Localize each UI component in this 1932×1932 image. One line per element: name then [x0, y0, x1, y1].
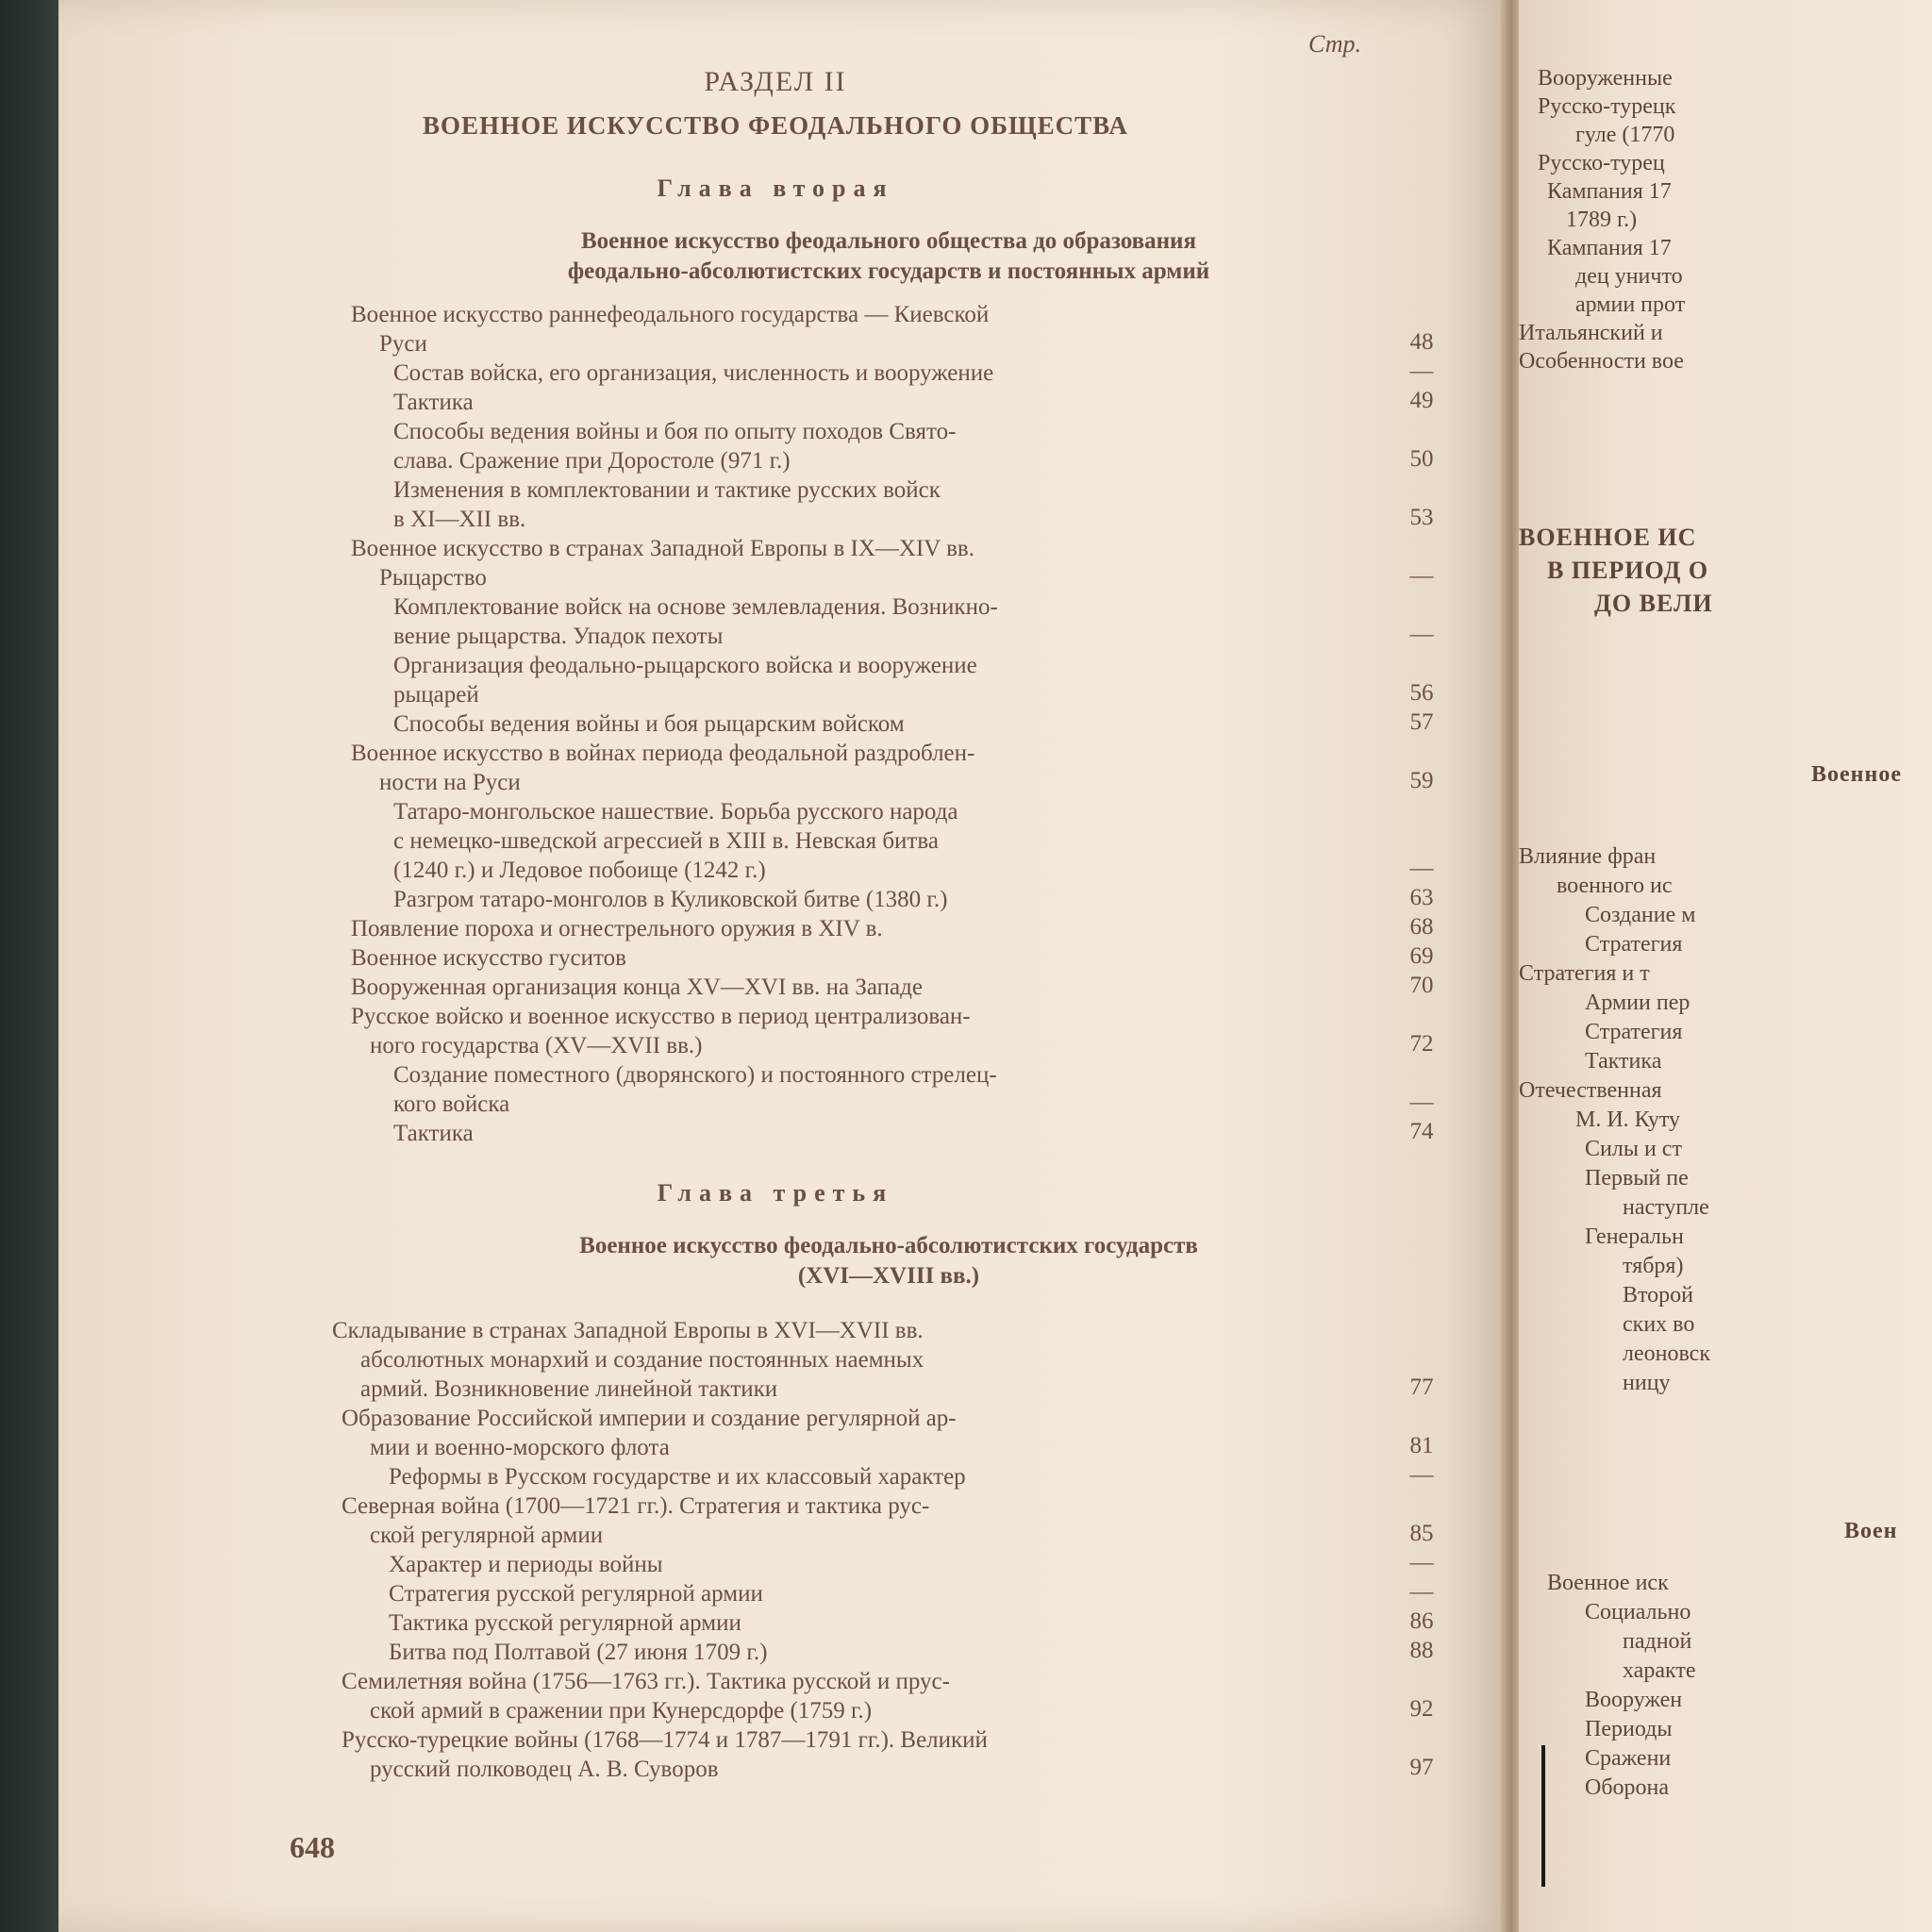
right-text-line: Военное иск	[1547, 1571, 1669, 1595]
toc-entry-text: абсолютных монархий и создание постоянных наемных	[360, 1347, 924, 1373]
right-text-line: падной	[1623, 1629, 1692, 1654]
right-text-line: Периоды	[1585, 1717, 1673, 1741]
toc-entry	[351, 739, 1341, 797]
toc-entry-text: Разгром татаро-монголов в Куликовской битве (1380 г.)	[393, 887, 948, 912]
toc-page-number: 97	[1409, 1755, 1434, 1780]
left-page	[58, 0, 1507, 1932]
right-heading-line: ДО ВЕЛИ	[1594, 590, 1713, 617]
right-text-line: Стратегия	[1585, 932, 1683, 957]
toc-page-number: 63	[1409, 885, 1434, 910]
right-text-line: Армии пер	[1585, 991, 1690, 1015]
toc-entry	[393, 475, 1341, 534]
page-number: 648	[290, 1830, 335, 1864]
toc-page-number: 68	[1409, 914, 1434, 940]
toc-entry	[341, 1725, 1341, 1784]
right-text-line: Тактика	[1585, 1049, 1662, 1074]
right-text-line: леоновск	[1623, 1341, 1710, 1366]
right-text-line: Вооруженные	[1538, 66, 1673, 91]
toc-page-number: —	[1409, 1462, 1434, 1488]
toc-entry	[351, 300, 1341, 358]
toc-entry	[389, 1579, 1341, 1608]
toc-page-number: 70	[1409, 973, 1434, 998]
toc-entry-text: Семилетняя война (1756—1763 гг.). Тактика русской и прус-	[341, 1669, 950, 1694]
toc-page-number: 88	[1409, 1638, 1434, 1663]
chapter3-title-line1: Военное искусство феодально-абсолютистских государств	[579, 1233, 1198, 1258]
right-text-line: Силы и ст	[1585, 1137, 1682, 1161]
page-column-label: Стр.	[1308, 30, 1361, 58]
toc-entry	[393, 358, 1341, 388]
right-text-line: Генеральн	[1585, 1224, 1684, 1249]
toc-page-number: 56	[1409, 680, 1434, 706]
right-text-line: Отечественная	[1519, 1078, 1662, 1103]
toc-entry-text: Организация феодально-рыцарского войска и вооружение	[393, 653, 977, 678]
toc-entry	[332, 1316, 1341, 1404]
toc-entry	[389, 1608, 1341, 1638]
toc-page-number: 85	[1409, 1521, 1434, 1546]
toc-page-number: —	[1409, 1090, 1434, 1115]
toc-entry	[341, 1667, 1341, 1725]
toc-entry-text: Руси	[379, 331, 427, 357]
right-text-line: Первый пе	[1585, 1166, 1689, 1191]
toc-entry-text: Характер и периоды войны	[389, 1552, 663, 1577]
toc-entry-text: Северная война (1700—1721 гг.). Стратегия и тактика рус-	[341, 1493, 930, 1519]
toc-entry	[393, 1119, 1341, 1148]
toc-entry	[351, 943, 1341, 973]
toc-entry	[393, 885, 1341, 914]
right-text-line: гуле (1770	[1575, 123, 1675, 147]
toc-entry-text: Рыцарство	[379, 565, 487, 591]
toc-page-number: 74	[1409, 1119, 1434, 1144]
right-text-line: М. И. Куту	[1575, 1108, 1681, 1132]
toc-entry-text: слава. Сражение при Доростоле (971 г.)	[393, 448, 791, 474]
toc-entry-text: Татаро-монгольское нашествие. Борьба русского народа	[393, 799, 958, 824]
book-cover-edge	[0, 0, 66, 1932]
toc-entry	[351, 914, 1341, 943]
toc-entry-text: Тактика	[393, 1121, 474, 1146]
right-text-line: Стратегия	[1585, 1020, 1683, 1044]
chapter2-title-line1: Военное искусство феодального общества до образования	[581, 228, 1196, 254]
chapter3-label: Глава третья	[657, 1179, 894, 1207]
right-text-line: Социально	[1585, 1600, 1691, 1624]
right-text-line: ницу	[1623, 1371, 1671, 1395]
toc-entry-text: Появление пороха и огнестрельного оружия в XIV в.	[351, 916, 883, 941]
right-text-line: Оборона	[1585, 1775, 1670, 1800]
toc-entry-text: Военное искусство в войнах периода феодальной раздроблен-	[351, 741, 975, 766]
toc-page-number: —	[1409, 856, 1434, 881]
right-text-line: военного ис	[1557, 874, 1673, 898]
toc-entry	[393, 388, 1341, 417]
toc-page-number: 53	[1409, 505, 1434, 530]
toc-page-number: 59	[1409, 768, 1434, 793]
toc-page-number: 50	[1409, 446, 1434, 472]
toc-entry-text: Русско-турецкие войны (1768—1774 и 1787—1791 гг.). Великий	[341, 1727, 988, 1753]
toc-entry	[389, 1638, 1341, 1667]
toc-entry	[341, 1491, 1341, 1550]
right-text-line: армии прот	[1575, 292, 1686, 317]
toc-entry-text: кого войска	[393, 1091, 510, 1117]
toc-entry-text: Стратегия русской регулярной армии	[389, 1581, 763, 1607]
toc-entry-text: Образование Российской империи и создание регулярной ар-	[341, 1406, 957, 1431]
toc-page-number: —	[1409, 563, 1434, 589]
toc-entry-text: армий. Возникновение линейной тактики	[360, 1376, 778, 1402]
right-text-line: дец уничто	[1575, 264, 1683, 289]
toc-page-number: —	[1409, 1550, 1434, 1575]
toc-page-number: 57	[1409, 709, 1434, 735]
toc-entry-text: Комплектование войск на основе землевладения. Возникно-	[393, 594, 998, 620]
chapter3-title	[441, 1231, 1337, 1291]
toc-entry-text: Изменения в комплектовании и тактике русских войск	[393, 477, 941, 503]
right-text-line: Итальянский и	[1519, 321, 1663, 345]
right-text-line: ских во	[1623, 1312, 1695, 1337]
toc-page-number: 48	[1409, 329, 1434, 355]
right-subheading-2: Воен	[1844, 1519, 1898, 1543]
toc-entry	[379, 563, 1341, 592]
right-text-line: тября)	[1623, 1254, 1684, 1278]
toc-entry	[389, 1462, 1341, 1491]
right-text-line: Вооружен	[1585, 1688, 1683, 1712]
toc-entry-text: Тактика русской регулярной армии	[389, 1610, 741, 1636]
right-text-line: наступле	[1623, 1195, 1709, 1220]
toc-page-number: 92	[1409, 1696, 1434, 1722]
toc-entry-text: рыцарей	[393, 682, 479, 708]
toc-page-number: 69	[1409, 943, 1434, 969]
toc-entry-text: Русское войско и военное искусство в период централизован-	[351, 1004, 971, 1029]
toc-page-number: 86	[1409, 1608, 1434, 1634]
chapter2-title	[441, 226, 1337, 287]
right-page	[1519, 0, 1932, 1932]
toc-entry-text: ской армий в сражении при Кунерсдорфе (1759 г.)	[370, 1698, 873, 1724]
right-text-line: Стратегия и т	[1519, 961, 1650, 986]
toc-page-number: 72	[1409, 1031, 1434, 1057]
toc-entry-text: Состав войска, его организация, численность и вооружение	[393, 360, 994, 386]
toc-entry-text: Военное искусство гуситов	[351, 945, 626, 971]
section-label: РАЗДЕЛ II	[704, 66, 847, 97]
toc-entry	[393, 417, 1341, 475]
toc-entry-text: Способы ведения войны и боя по опыту походов Свято-	[393, 419, 957, 444]
toc-entry-text: Вооруженная организация конца XV—XVI вв. на Западе	[351, 974, 923, 1000]
toc-entry-text: Складывание в странах Западной Европы в XVI—XVII вв.	[332, 1318, 924, 1343]
right-text-line: Сражени	[1585, 1746, 1672, 1771]
toc-page-number: 77	[1409, 1374, 1434, 1400]
toc-entry	[393, 592, 1341, 651]
toc-entry-text: Битва под Полтавой (27 июня 1709 г.)	[389, 1640, 768, 1665]
toc-entry-text: ской регулярной армии	[370, 1523, 604, 1548]
toc-entry-text: мии и военно-морского флота	[370, 1435, 670, 1460]
pen-mark	[1541, 1745, 1545, 1887]
toc-entry-text: русский полководец А. В. Суворов	[370, 1757, 719, 1782]
right-text-line: характе	[1623, 1658, 1696, 1683]
toc-entry-text: ного государства (XV—XVII вв.)	[370, 1033, 703, 1058]
toc-page-number: 81	[1409, 1433, 1434, 1458]
right-text-line: Влияние фран	[1519, 844, 1657, 869]
toc-entry-text: (1240 г.) и Ледовое побоище (1242 г.)	[393, 858, 766, 883]
right-text-line: Кампания 17	[1547, 179, 1672, 204]
toc-page-number: —	[1409, 622, 1434, 647]
right-text-line: Кампания 17	[1547, 236, 1672, 260]
right-heading-line: В ПЕРИОД О	[1547, 557, 1709, 584]
toc-entry-text: в XI—XII вв.	[393, 507, 526, 532]
toc-entry	[393, 709, 1341, 739]
right-text-line: Особенности вое	[1519, 349, 1684, 374]
toc-entry	[393, 1060, 1341, 1119]
right-text-line: Русско-турецк	[1538, 94, 1676, 119]
toc-entry	[351, 973, 1341, 1002]
toc-entry	[393, 651, 1341, 709]
toc-page-number: —	[1409, 358, 1434, 384]
toc-entry	[393, 797, 1341, 885]
chapter2-title-line2: феодально-абсолютистских государств и постоянных армий	[567, 258, 1210, 284]
section-title: ВОЕННОЕ ИСКУССТВО ФЕОДАЛЬНОГО ОБЩЕСТВА	[423, 111, 1128, 140]
toc-entry-text: Тактика	[393, 390, 474, 415]
toc-entry-text: ности на Руси	[379, 770, 521, 795]
toc-page-number: —	[1409, 1579, 1434, 1605]
toc-entry-text: Военное искусство в странах Западной Европы в IX—XIV вв.	[351, 536, 974, 561]
toc-entry-text: вение рыцарства. Упадок пехоты	[393, 624, 724, 649]
toc-entry	[341, 1404, 1341, 1462]
right-text-line: Русско-турец	[1538, 151, 1665, 175]
right-text-line: Второй	[1623, 1283, 1694, 1307]
toc-entry-text: Способы ведения войны и боя рыцарским войском	[393, 711, 905, 737]
toc-entry	[389, 1550, 1341, 1579]
chapter3-title-line2: (XVI—XVIII вв.)	[797, 1263, 980, 1289]
toc-entry	[351, 1002, 1341, 1060]
right-subheading-1: Военное	[1811, 762, 1902, 787]
right-heading-line: ВОЕННОЕ ИС	[1519, 524, 1697, 551]
toc-page-number: 49	[1409, 388, 1434, 413]
toc-entry-text: Реформы в Русском государстве и их классовый характер	[389, 1464, 966, 1490]
right-text-line: Создание м	[1585, 903, 1696, 927]
toc-entry-text: Военное искусство раннефеодального государства — Киевской	[351, 302, 990, 327]
toc-entry-text: Создание поместного (дворянского) и постоянного стрелец-	[393, 1062, 997, 1088]
toc-entry	[351, 534, 1341, 563]
right-text-line: 1789 г.)	[1566, 208, 1638, 232]
toc-entry-text: с немецко-шведской агрессией в XIII в. Невская битва	[393, 828, 939, 854]
chapter2-label: Глава вторая	[657, 175, 894, 202]
